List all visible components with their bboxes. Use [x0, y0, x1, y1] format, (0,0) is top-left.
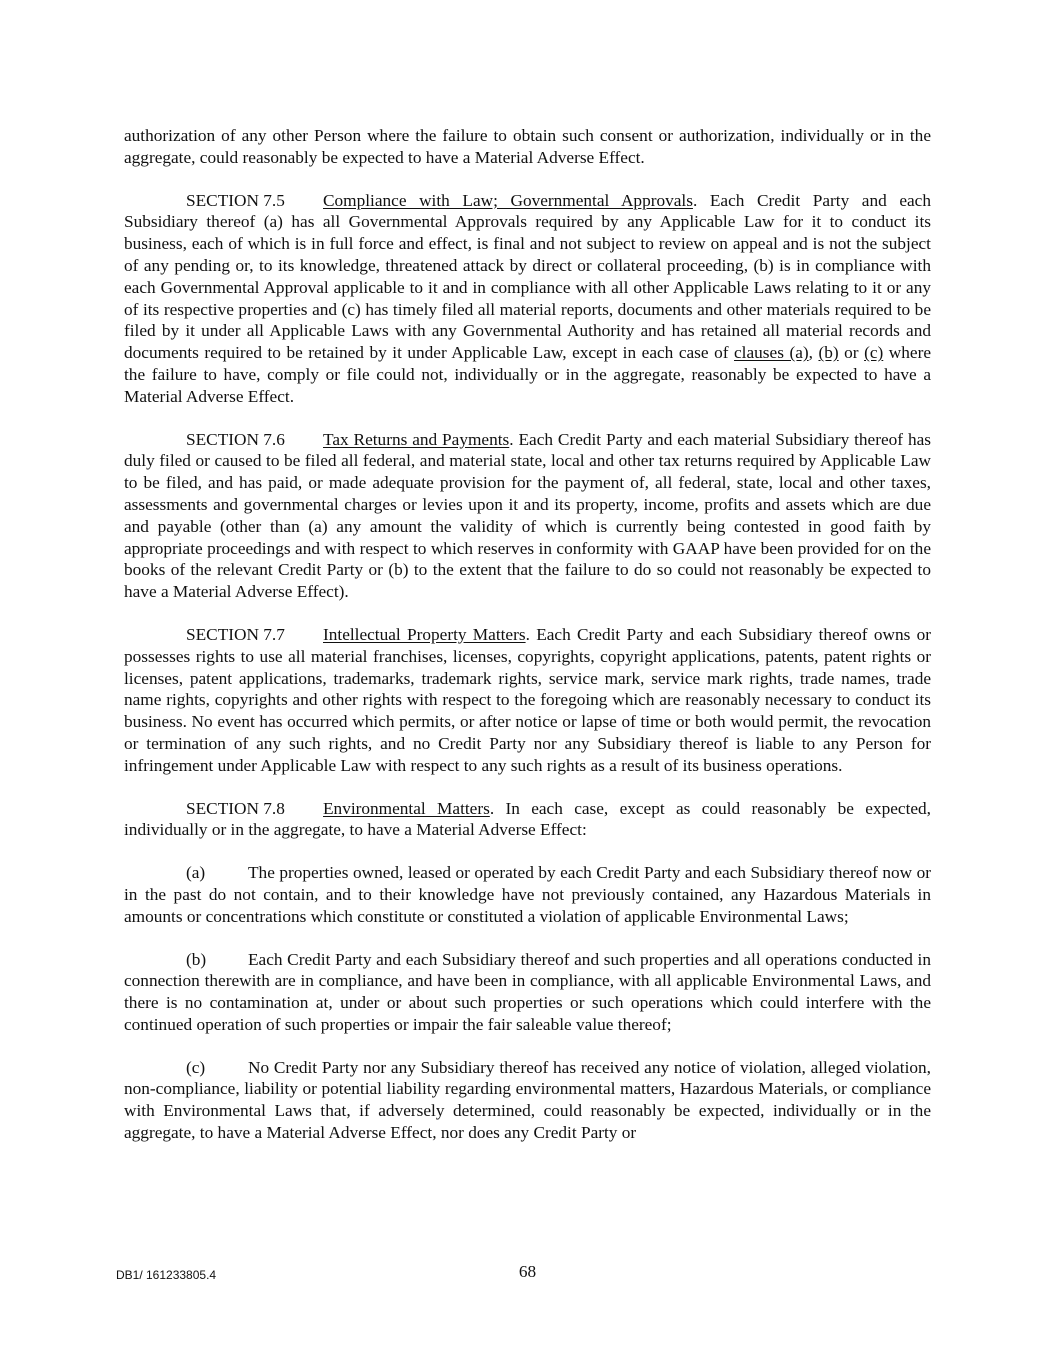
- section-body: . Each Credit Party and each Subsidiary thereof (a) has all Governmental Approvals required by any Applicable Law for it to conduct its business, each of which is in full force and effect, is final and not subject to review on appeal and is not the subject of any pending or, to its knowledge, threatened attack by direct or collateral proceeding, (b) is in compliance with each Governmental Approval applicable to it and in compliance with all other Applicable Laws relating to it or any of its respective properties and (c) has timely filed all material reports, documents and other materials required to be filed by it under all Applicable Laws with any Governmental Authority and has retained all material records and documents required to be retained by it under Applicable Law, except in each case of: [124, 190, 931, 363]
- section-number: SECTION 7.5: [186, 190, 285, 210]
- page-number: 68: [518, 1262, 537, 1281]
- section-number: SECTION 7.8: [186, 798, 285, 818]
- section-body: . Each Credit Party and each Subsidiary thereof owns or possesses rights to use all material franchises, licenses, copyrights, copyright applications, patents, patent rights or licenses, patent applications, trademarks, trademark rights, service mark, service mark rights, trade names, trade name rights, copyrights and other rights with respect to the foregoing which are reasonably necessary to conduct its business. No event has occurred which permits, or after notice or lapse of time or both would permit, the revocation or termination of any such rights, and no Credit Party nor any Subsidiary thereof is liable to any Person for infringement under Applicable Law with respect to any such rights as a result of its business operations.: [124, 624, 931, 775]
- section-7-8: [124, 798, 931, 842]
- clause-reference-a: clauses (a): [734, 343, 809, 363]
- section-heading: Tax Returns and Payments: [323, 429, 510, 449]
- clause-a: [124, 862, 931, 927]
- section-number: SECTION 7.7: [186, 624, 285, 644]
- section-7-5: [124, 190, 931, 408]
- section-number: SECTION 7.6: [186, 429, 285, 449]
- separator: ,: [808, 343, 819, 363]
- separator: or: [838, 343, 865, 363]
- clause-text: Each Credit Party and each Subsidiary thereof and such properties and all operations conducted in connection therewith are in compliance, and have been in compliance, with all applicable Environmental Laws, and there is no contamination at, under or about such properties or such operations which could interfere with the continued operation of such properties or impair the fair saleable value thereof;: [124, 949, 931, 1034]
- clause-label: (b): [186, 949, 207, 969]
- section-body-continued: where the failure to have, comply or file could not, individually or in the aggregate, reasonably be expected to have a Material Adverse Effect.: [124, 343, 932, 406]
- clause-reference-c: (c): [864, 343, 884, 363]
- section-heading: Intellectual Property Matters: [323, 624, 526, 644]
- clause-label: (a): [186, 863, 206, 883]
- clause-label: (c): [186, 1057, 206, 1077]
- clause-text: No Credit Party nor any Subsidiary thereof has received any notice of violation, alleged violation, non-compliance, liability or potential liability regarding environmental matters, Hazardous Materials, or compliance with Environmental Laws that, if adversely determined, could reasonably be expected, individually or in the aggregate, to have a Material Adverse Effect, nor does any Credit Party or: [124, 1057, 931, 1143]
- section-7-7: [124, 624, 931, 777]
- section-body: . Each Credit Party and each material Subsidiary thereof has duly filed or caused to be filed all federal, and material state, local and other tax returns required by Applicable Law to be filed, and has paid, or made adequate provision for the payment of, all federal, state, local and other taxes, assessments and governmental charges or levies upon it and its property, income, profits and assets which are due and payable (other than (a) any amount the validity of which is currently being contested in good faith by appropriate proceedings and with respect to which reserves in conformity with GAAP have been provided for on the books of the relevant Credit Party or (b) to the extent that the failure to do so could not reasonably be expected to have a Material Adverse Effect).: [124, 429, 931, 602]
- section-heading: Environmental Matters: [323, 798, 490, 818]
- clause-b: [124, 949, 931, 1036]
- clause-c: [124, 1057, 931, 1144]
- section-body: . In each case, except as could reasonably be expected, individually or in the aggregate, to have a Material Adverse Effect:: [124, 798, 932, 840]
- document-body: [124, 125, 931, 1165]
- clause-text: The properties owned, leased or operated by each Credit Party and each Subsidiary thereof now or in the past do not contain, and to their knowledge have not previously contained, any Hazardous Materials in amounts or concentrations which constitute or constituted a violation of applicable Environmental Laws;: [124, 863, 931, 926]
- clause-reference-b: (b): [818, 343, 839, 363]
- section-heading: Compliance with Law; Governmental Approvals: [323, 190, 693, 210]
- intro-paragraph: authorization of any other Person where the failure to obtain such consent or authorization, individually or in the aggregate, could reasonably be expected to have a Material Adverse Effect.: [124, 126, 931, 167]
- section-7-6: [124, 429, 931, 603]
- document-id: DB1/ 161233805.4: [116, 1268, 217, 1282]
